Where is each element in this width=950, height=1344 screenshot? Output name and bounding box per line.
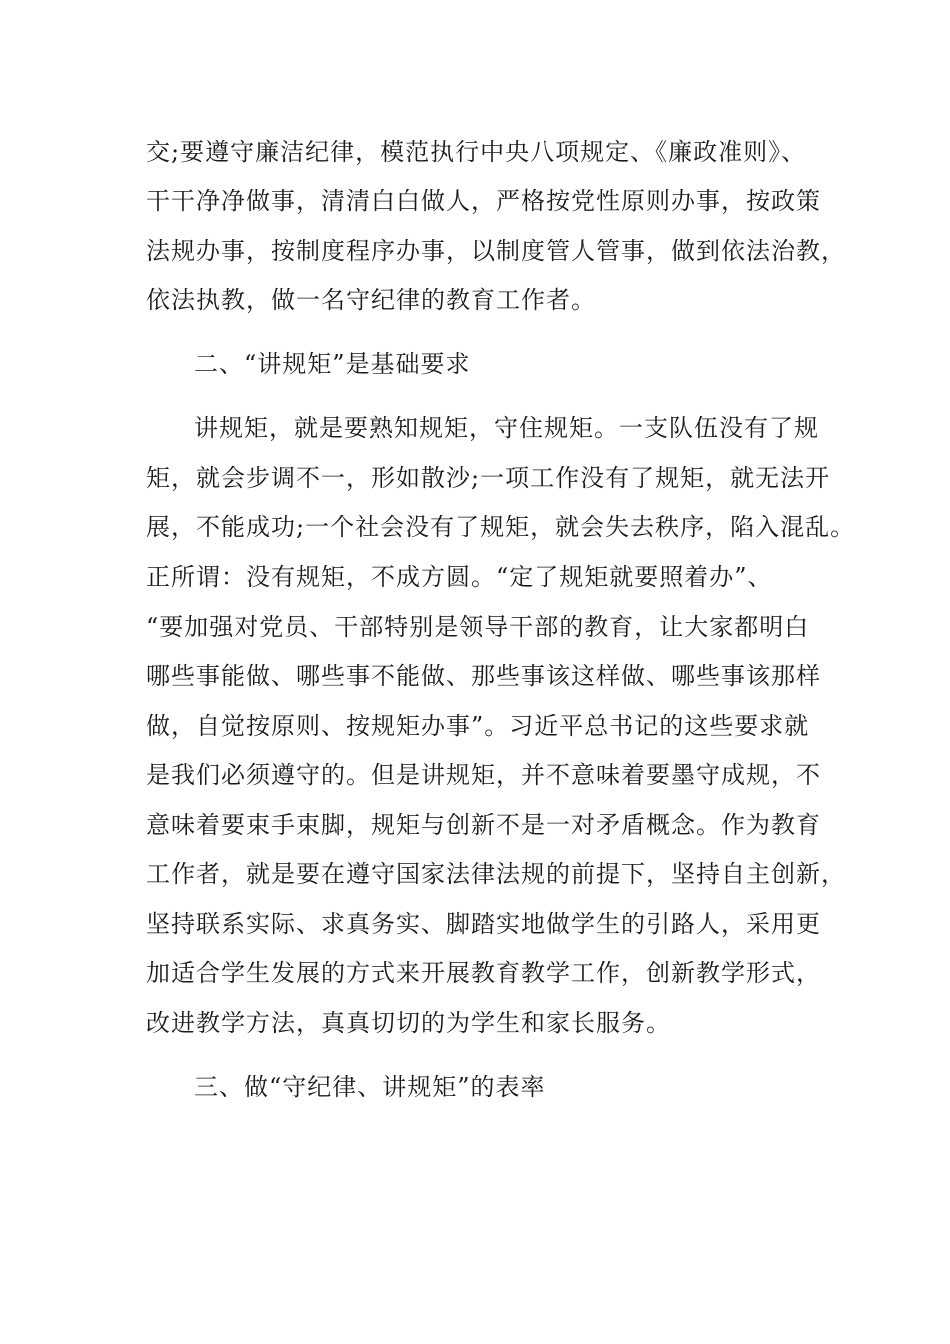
paragraph-line: 工作者，就是要在遵守国家法律法规的前提下，坚持自主创新，: [146, 860, 846, 888]
paragraph-line: 加适合学生发展的方式来开展教育教学工作，创新教学形式，: [146, 959, 821, 987]
paragraph-line: 交;要遵守廉洁纪律，模范执行中央八项规定、《廉政准则》、: [146, 138, 807, 166]
paragraph-line: 依法执教，做一名守纪律的教育工作者。: [146, 286, 596, 314]
paragraph-line: 干干净净做事，清清白白做人，严格按党性原则办事，按政策: [146, 187, 821, 215]
section-heading: 二、“讲规矩”是基础要求: [194, 350, 471, 378]
paragraph-line: 法规办事，按制度程序办事，以制度管人管事，做到依法治教，: [146, 237, 846, 265]
paragraph-line: 意味着要束手束脚，规矩与创新不是一对矛盾概念。作为教育: [146, 811, 821, 839]
section-heading: 三、做“守纪律、讲规矩”的表率: [194, 1073, 546, 1101]
paragraph-line: 矩，就会步调不一，形如散沙;一项工作没有了规矩，就无法开: [146, 464, 831, 492]
paragraph-line: 改进教学方法，真真切切的为学生和家长服务。: [146, 1009, 671, 1037]
paragraph-line: 坚持联系实际、求真务实、脚踏实地做学生的引路人，采用更: [146, 910, 821, 938]
paragraph-line: 哪些事能做、哪些事不能做、那些事该这样做、哪些事该那样: [146, 662, 821, 690]
paragraph-line: 做，自觉按原则、按规矩办事”。习近平总书记的这些要求就: [146, 712, 810, 740]
paragraph-line: 正所谓：没有规矩，不成方圆。“定了规矩就要照着办”、: [146, 563, 773, 591]
paragraph-line: 是我们必须遵守的。但是讲规矩，并不意味着要墨守成规，不: [146, 761, 821, 789]
paragraph-line: 展，不能成功;一个社会没有了规矩，就会失去秩序，陷入混乱。: [146, 513, 856, 541]
paragraph-line: 讲规矩，就是要熟知规矩，守住规矩。一支队伍没有了规: [194, 414, 819, 442]
paragraph-line: “要加强对党员、干部特别是领导干部的教育，让大家都明白: [146, 613, 810, 641]
